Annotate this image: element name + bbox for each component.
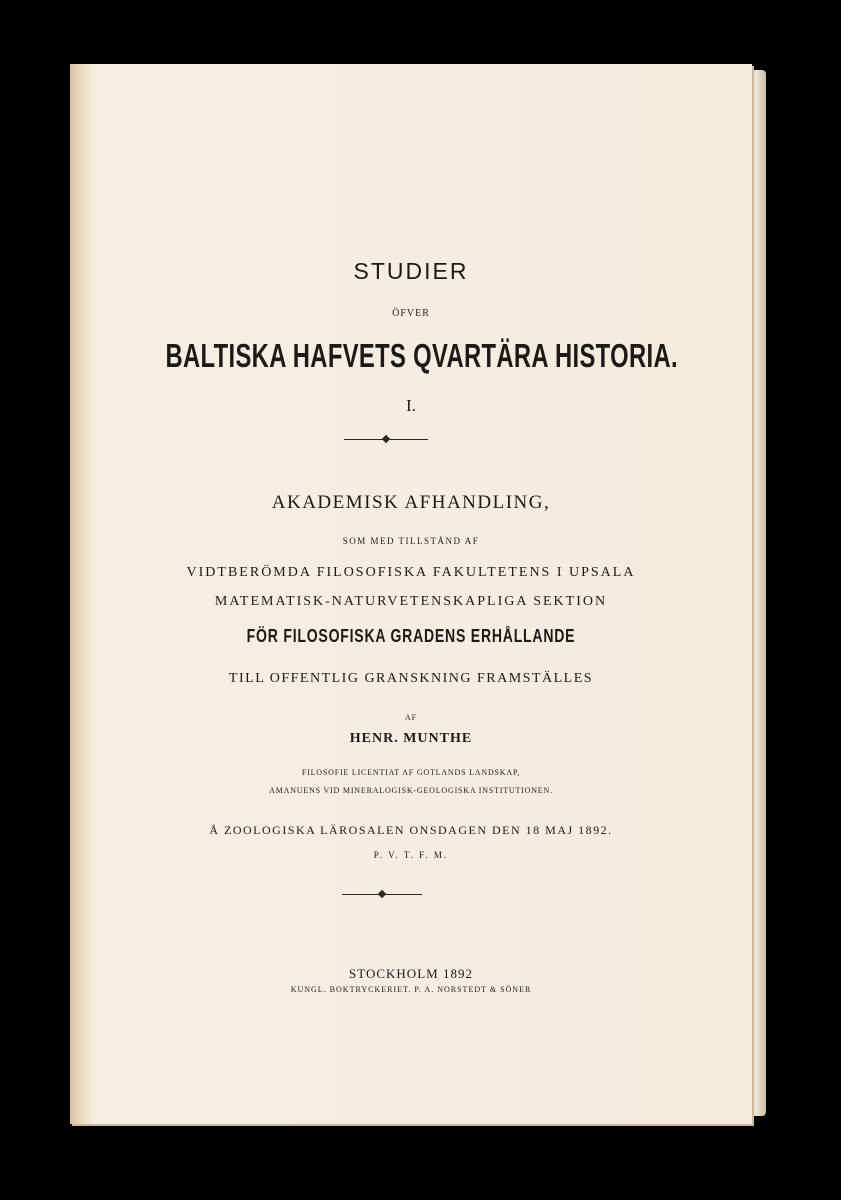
divider-ornament-bottom bbox=[342, 891, 422, 899]
volume-number: I. bbox=[406, 396, 416, 415]
initials: P. V. T. F. M. bbox=[373, 850, 449, 860]
permission-line: SOM MED TILLSTÅND AF bbox=[342, 536, 480, 546]
heading: STUDIER bbox=[353, 258, 469, 284]
venue-date: Å ZOOLOGISKA LÄROSALEN ONSDAGEN DEN 18 MAJ 1892. bbox=[209, 823, 613, 837]
faculty-line: VIDTBERÖMDA FILOSOFISKA FAKULTETENS I UPSALA bbox=[186, 565, 636, 580]
by-word: AF bbox=[404, 713, 418, 722]
degree-line: FÖR FILOSOFISKA GRADENS ERHÅLLANDE bbox=[246, 626, 576, 646]
author-title-2: AMANUENS VID MINERALOGISK-GEOLOGISKA INSTITUTIONEN. bbox=[269, 786, 553, 795]
dissertation-type: AKADEMISK AFHANDLING, bbox=[271, 492, 551, 513]
printer-line: KUNGL. BOKTRYCKERIET. P. A. NORSTEDT & SÖNER bbox=[290, 985, 532, 994]
examination-line: TILL OFFENTLIG GRANSKNING FRAMSTÄLLES bbox=[228, 671, 594, 686]
section-line: MATEMATISK-NATURVETENSKAPLIGA SEKTION bbox=[214, 594, 608, 609]
author-title-1: FILOSOFIE LICENTIAT AF GOTLANDS LANDSKAP, bbox=[301, 768, 521, 777]
divider-ornament bbox=[344, 436, 428, 444]
connector-word: ÖFVER bbox=[392, 308, 430, 319]
author-name: HENR. MUNTHE bbox=[349, 731, 473, 746]
imprint-city: STOCKHOLM 1892 bbox=[349, 966, 473, 981]
main-title: BALTISKA HAFVETS QVARTÄRA HISTORIA. bbox=[165, 337, 678, 374]
